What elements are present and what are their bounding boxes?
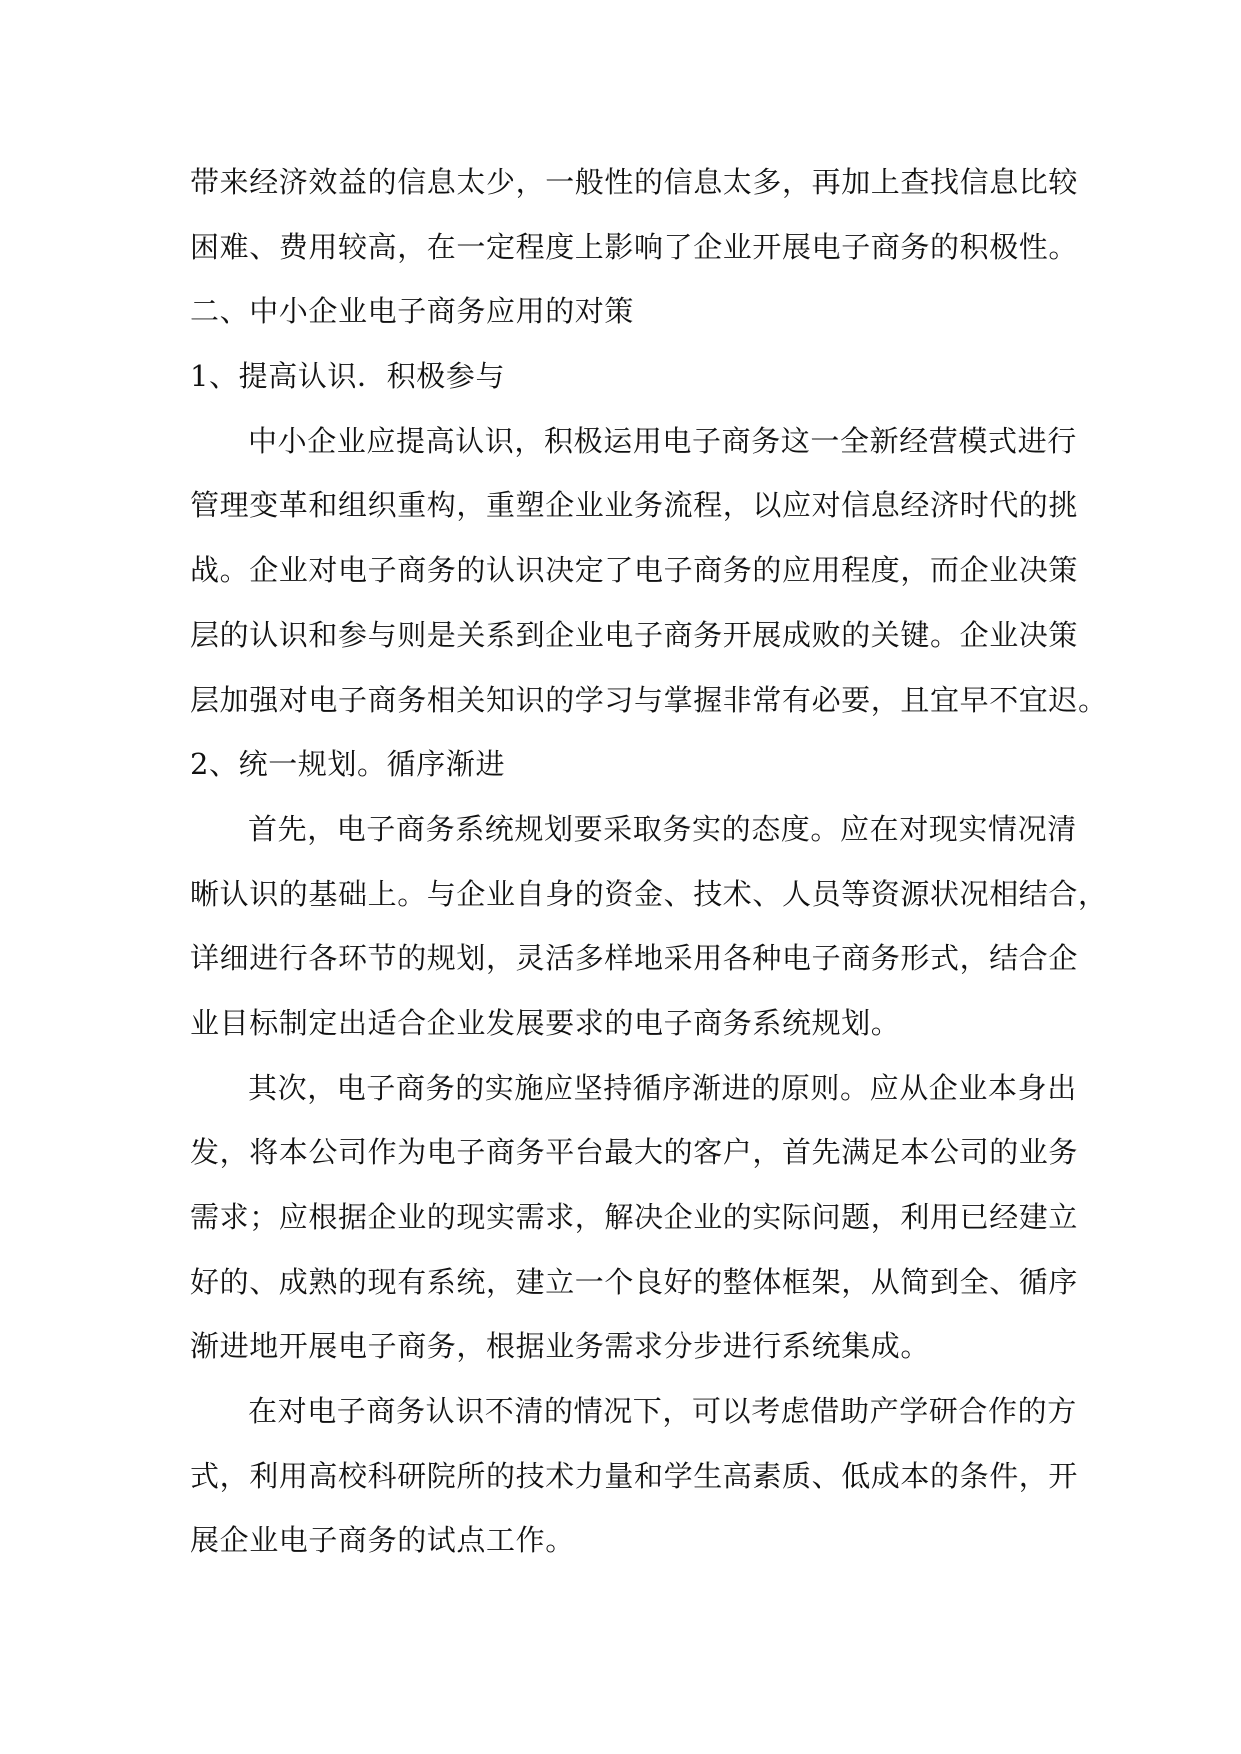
text-line: 中小企业应提高认识，积极运用电子商务这一全新经营模式进行 [248,423,1077,458]
subheading-1: 1、提高认识．积极参与 [190,359,506,394]
subheading-2: 2、统一规划。循序渐进 [190,747,506,782]
paragraph-improve-awareness [190,409,1108,732]
text-line: 式，利用高校科研院所的技术力量和学生高素质、低成本的条件，开 [190,1458,1079,1493]
text-line: 层加强对电子商务相关知识的学习与掌握非常有必要，且宜早不宜迟。 [190,682,1108,717]
text-line: 发，将本公司作为电子商务平台最大的客户，首先满足本公司的业务 [190,1135,1079,1170]
text-line: 层的认识和参与则是关系到企业电子商务开展成败的关键。企业决策 [190,617,1079,652]
text-line: 渐进地开展电子商务，根据业务需求分步进行系统集成。 [190,1329,931,1364]
text-line: 晰认识的基础上。与企业自身的资金、技术、人员等资源状况相结合， [190,876,1108,911]
paragraph-cooperation [190,1379,1079,1573]
text-line: 带来经济效益的信息太少，一般性的信息太多，再加上查找信息比较 [190,165,1079,199]
text-line: 需求；应根据企业的现实需求，解决企业的实际问题，利用已经建立 [190,1200,1079,1234]
text-line: 业目标制定出适合企业发展要求的电子商务系统规划。 [190,1005,901,1040]
text-line: 战。企业对电子商务的认识决定了电子商务的应用程度，而企业决策 [190,553,1079,588]
text-line: 展企业电子商务的试点工作。 [190,1523,575,1558]
text-line: 详细进行各环节的规划，灵活多样地采用各种电子商务形式，结合企 [190,941,1079,976]
text-line: 在对电子商务认识不清的情况下，可以考虑借助产学研合作的方 [248,1394,1077,1429]
text-line: 好的、成熟的现有系统，建立一个良好的整体框架，从简到全、循序 [190,1264,1079,1299]
text-line: 其次，电子商务的实施应坚持循序渐进的原则。应从企业本身出 [248,1070,1077,1105]
section-heading: 二、中小企业电子商务应用的对策 [190,294,635,329]
text-line: 管理变革和组织重构，重塑企业业务流程，以应对信息经济时代的挑 [190,488,1079,523]
paragraph-planning [190,797,1108,1056]
text-line: 首先，电子商务系统规划要采取务实的态度。应在对现实情况清 [248,811,1077,846]
paragraph-gradual-implementation [190,1056,1079,1379]
document-body [190,150,1108,1573]
text-line: 困难、费用较高，在一定程度上影响了企业开展电子商务的积极性。 [190,229,1079,264]
paragraph-continued [190,150,1079,279]
